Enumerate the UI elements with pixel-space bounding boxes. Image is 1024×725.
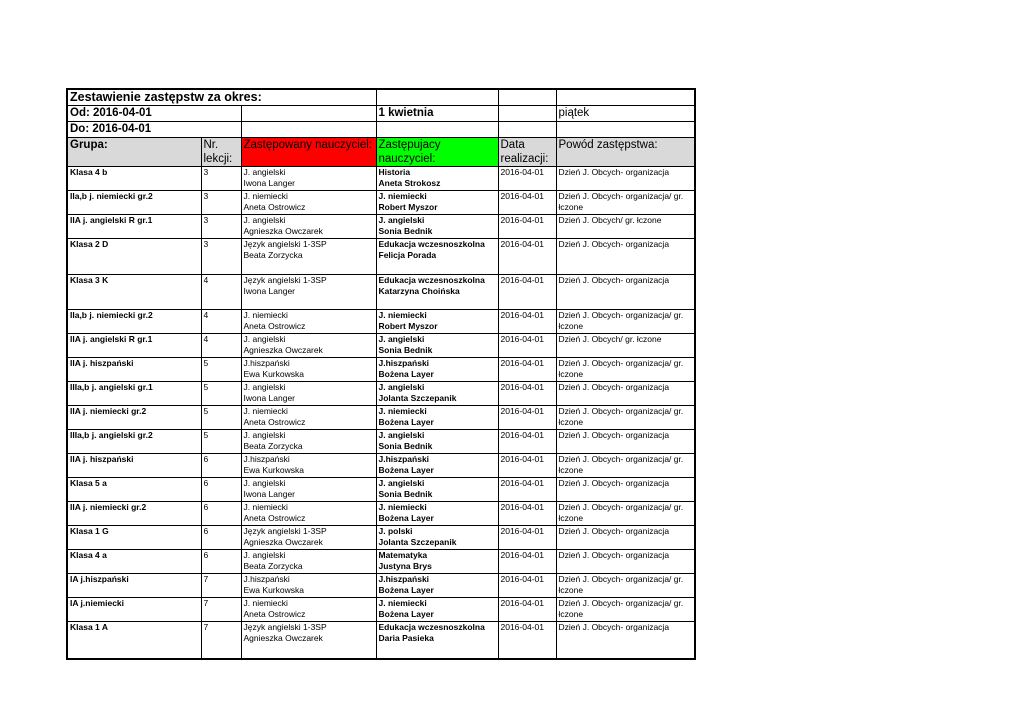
cell-lesson: 7 <box>201 621 241 659</box>
cell-replaced-teacher: J. niemiecki Aneta Ostrowicz <box>241 190 376 214</box>
table-row <box>67 333 695 357</box>
cell-group: IIA j. niemiecki gr.2 <box>67 501 201 525</box>
cell-group: IIA j. hiszpański <box>67 453 201 477</box>
cell-lesson: 4 <box>201 274 241 309</box>
cell-substitute: Edukacja wczesnoszkolna Katarzyna Choińska <box>376 274 498 309</box>
cell-group: IIA j. angielski R gr.1 <box>67 333 201 357</box>
cell-group: Klasa 1 A <box>67 621 201 659</box>
table-row <box>67 381 695 405</box>
cell-reason: Dzień J. Obcych- organizacja <box>556 477 695 501</box>
table-row <box>67 238 695 274</box>
cell-substitute: J. niemiecki Bożena Layer <box>376 501 498 525</box>
col-header-substitute: Zastępujacy nauczyciel: <box>376 137 498 166</box>
cell-date: 2016-04-01 <box>498 597 556 621</box>
period-to-row <box>67 121 695 137</box>
cell-reason: Dzień J. Obcych/ gr. łczone <box>556 333 695 357</box>
cell-date: 2016-04-01 <box>498 573 556 597</box>
cell-lesson: 4 <box>201 333 241 357</box>
cell-substitute: Matematyka Justyna Brys <box>376 549 498 573</box>
cell-replaced-teacher: J.hiszpański Ewa Kurkowska <box>241 573 376 597</box>
cell-replaced-teacher: J. niemiecki Aneta Ostrowicz <box>241 405 376 429</box>
table-row <box>67 453 695 477</box>
period-from: Od: 2016-04-01 <box>67 105 241 121</box>
cell-reason: Dzień J. Obcych- organizacja/ gr. łczone <box>556 190 695 214</box>
table-row <box>67 525 695 549</box>
cell-replaced-teacher: J. angielski Iwona Langer <box>241 166 376 190</box>
title-row <box>67 89 695 105</box>
cell-lesson: 3 <box>201 214 241 238</box>
cell-replaced-teacher: J. angielski Beata Zorzycka <box>241 429 376 453</box>
table-row <box>67 190 695 214</box>
table-row <box>67 166 695 190</box>
cell-date: 2016-04-01 <box>498 381 556 405</box>
date-text: 1 kwietnia <box>376 105 498 121</box>
table-row <box>67 501 695 525</box>
cell-date: 2016-04-01 <box>498 309 556 333</box>
cell-group: Klasa 2 D <box>67 238 201 274</box>
cell-lesson: 6 <box>201 549 241 573</box>
table-row <box>67 429 695 453</box>
cell-date: 2016-04-01 <box>498 477 556 501</box>
cell-reason: Dzień J. Obcych- organizacja <box>556 274 695 309</box>
cell-replaced-teacher: J.hiszpański Ewa Kurkowska <box>241 357 376 381</box>
cell-replaced-teacher: J.hiszpański Ewa Kurkowska <box>241 453 376 477</box>
cell-lesson: 5 <box>201 357 241 381</box>
cell-reason: Dzień J. Obcych- organizacja/ gr. łczone <box>556 573 695 597</box>
cell-group: Klasa 4 b <box>67 166 201 190</box>
cell-replaced-teacher: Język angielski 1-3SP Agnieszka Owczarek <box>241 525 376 549</box>
cell-substitute: J.hiszpański Bożena Layer <box>376 453 498 477</box>
table-row <box>67 405 695 429</box>
substitution-table <box>66 88 696 660</box>
cell-group: IIA j. hiszpański <box>67 357 201 381</box>
cell-lesson: 7 <box>201 573 241 597</box>
cell-replaced-teacher: J. angielski Iwona Langer <box>241 381 376 405</box>
col-header-reason: Powód zastępstwa: <box>556 137 695 166</box>
cell-lesson: 5 <box>201 429 241 453</box>
cell-reason: Dzień J. Obcych- organizacja/ gr. łczone <box>556 309 695 333</box>
period-from-row <box>67 105 695 121</box>
cell-lesson: 5 <box>201 381 241 405</box>
weekday: piątek <box>556 105 695 121</box>
cell-reason: Dzień J. Obcych- organizacja/ gr. łczone <box>556 597 695 621</box>
cell-reason: Dzień J. Obcych- organizacja/ gr. łczone <box>556 357 695 381</box>
cell-reason: Dzień J. Obcych- organizacja <box>556 525 695 549</box>
cell-date: 2016-04-01 <box>498 453 556 477</box>
cell-replaced-teacher: J. niemiecki Aneta Ostrowicz <box>241 309 376 333</box>
cell-date: 2016-04-01 <box>498 405 556 429</box>
cell-group: IIa,b j. niemiecki gr.2 <box>67 190 201 214</box>
cell-replaced-teacher: J. niemiecki Aneta Ostrowicz <box>241 501 376 525</box>
cell-replaced-teacher: J. angielski Iwona Langer <box>241 477 376 501</box>
cell-group: Klasa 5 a <box>67 477 201 501</box>
col-header-lesson: Nr. lekcji: <box>201 137 241 166</box>
table-row <box>67 357 695 381</box>
cell-group: Klasa 3 K <box>67 274 201 309</box>
report-title: Zestawienie zastępstw za okres: <box>67 89 376 105</box>
cell-lesson: 6 <box>201 453 241 477</box>
cell-reason: Dzień J. Obcych- organizacja <box>556 381 695 405</box>
cell-lesson: 3 <box>201 190 241 214</box>
cell-substitute: J. angielski Sonia Bednik <box>376 333 498 357</box>
cell-date: 2016-04-01 <box>498 429 556 453</box>
cell-replaced-teacher: Język angielski 1-3SP Iwona Langer <box>241 274 376 309</box>
cell-group: IIA j. angielski R gr.1 <box>67 214 201 238</box>
table-row <box>67 309 695 333</box>
cell-date: 2016-04-01 <box>498 333 556 357</box>
cell-date: 2016-04-01 <box>498 525 556 549</box>
col-header-replaced-teacher: Zastępowany nauczyciel: <box>241 137 376 166</box>
table-row <box>67 477 695 501</box>
cell-lesson: 4 <box>201 309 241 333</box>
cell-replaced-teacher: J. angielski Agnieszka Owczarek <box>241 214 376 238</box>
cell-substitute: Historia Aneta Strokosz <box>376 166 498 190</box>
cell-replaced-teacher: Język angielski 1-3SP Beata Zorzycka <box>241 238 376 274</box>
table-row <box>67 597 695 621</box>
cell-substitute: J.hiszpański Bożena Layer <box>376 573 498 597</box>
cell-date: 2016-04-01 <box>498 357 556 381</box>
cell-substitute: J. niemiecki Bożena Layer <box>376 405 498 429</box>
cell-date: 2016-04-01 <box>498 238 556 274</box>
cell-substitute: J.hiszpański Bożena Layer <box>376 357 498 381</box>
cell-reason: Dzień J. Obcych- organizacja <box>556 166 695 190</box>
cell-lesson: 6 <box>201 501 241 525</box>
cell-reason: Dzień J. Obcych- organizacja <box>556 238 695 274</box>
cell-replaced-teacher: J. angielski Beata Zorzycka <box>241 549 376 573</box>
cell-substitute: J. angielski Sonia Bednik <box>376 477 498 501</box>
cell-reason: Dzień J. Obcych- organizacja <box>556 429 695 453</box>
cell-group: IIa,b j. niemiecki gr.2 <box>67 309 201 333</box>
cell-lesson: 3 <box>201 166 241 190</box>
cell-substitute: J. niemiecki Robert Myszor <box>376 309 498 333</box>
cell-replaced-teacher: J. niemiecki Aneta Ostrowicz <box>241 597 376 621</box>
cell-reason: Dzień J. Obcych/ gr. łczone <box>556 214 695 238</box>
cell-substitute: Edukacja wczesnoszkolna Felicja Porada <box>376 238 498 274</box>
cell-substitute: J. angielski Sonia Bednik <box>376 214 498 238</box>
cell-reason: Dzień J. Obcych- organizacja <box>556 549 695 573</box>
col-header-date: Data realizacji: <box>498 137 556 166</box>
cell-lesson: 6 <box>201 477 241 501</box>
cell-date: 2016-04-01 <box>498 274 556 309</box>
cell-lesson: 7 <box>201 597 241 621</box>
table-row <box>67 549 695 573</box>
cell-date: 2016-04-01 <box>498 190 556 214</box>
cell-reason: Dzień J. Obcych- organizacja <box>556 621 695 659</box>
cell-reason: Dzień J. Obcych- organizacja/ gr. łczone <box>556 453 695 477</box>
cell-date: 2016-04-01 <box>498 621 556 659</box>
cell-lesson: 3 <box>201 238 241 274</box>
table-row <box>67 573 695 597</box>
cell-substitute: J. niemiecki Bożena Layer <box>376 597 498 621</box>
table-row <box>67 621 695 659</box>
column-header-row <box>67 137 695 166</box>
cell-group: IIIa,b j. angielski gr.2 <box>67 429 201 453</box>
cell-group: IIIa,b j. angielski gr.1 <box>67 381 201 405</box>
cell-date: 2016-04-01 <box>498 501 556 525</box>
cell-group: Klasa 4 a <box>67 549 201 573</box>
cell-lesson: 5 <box>201 405 241 429</box>
period-to: Do: 2016-04-01 <box>67 121 241 137</box>
table-row <box>67 214 695 238</box>
cell-date: 2016-04-01 <box>498 549 556 573</box>
cell-lesson: 6 <box>201 525 241 549</box>
cell-replaced-teacher: Język angielski 1-3SP Agnieszka Owczarek <box>241 621 376 659</box>
cell-group: IA j.hiszpański <box>67 573 201 597</box>
table-row <box>67 274 695 309</box>
cell-date: 2016-04-01 <box>498 166 556 190</box>
cell-date: 2016-04-01 <box>498 214 556 238</box>
cell-group: IIA j. niemiecki gr.2 <box>67 405 201 429</box>
cell-substitute: Edukacja wczesnoszkolna Daria Pasieka <box>376 621 498 659</box>
col-header-group: Grupa: <box>67 137 201 166</box>
cell-group: Klasa 1 G <box>67 525 201 549</box>
cell-substitute: J. polski Jolanta Szczepanik <box>376 525 498 549</box>
cell-substitute: J. angielski Sonia Bednik <box>376 429 498 453</box>
cell-group: IA j.niemiecki <box>67 597 201 621</box>
cell-replaced-teacher: J. angielski Agnieszka Owczarek <box>241 333 376 357</box>
cell-substitute: J. angielski Jolanta Szczepanik <box>376 381 498 405</box>
cell-reason: Dzień J. Obcych- organizacja/ gr. łczone <box>556 405 695 429</box>
cell-reason: Dzień J. Obcych- organizacja/ gr. łczone <box>556 501 695 525</box>
cell-substitute: J. niemiecki Robert Myszor <box>376 190 498 214</box>
